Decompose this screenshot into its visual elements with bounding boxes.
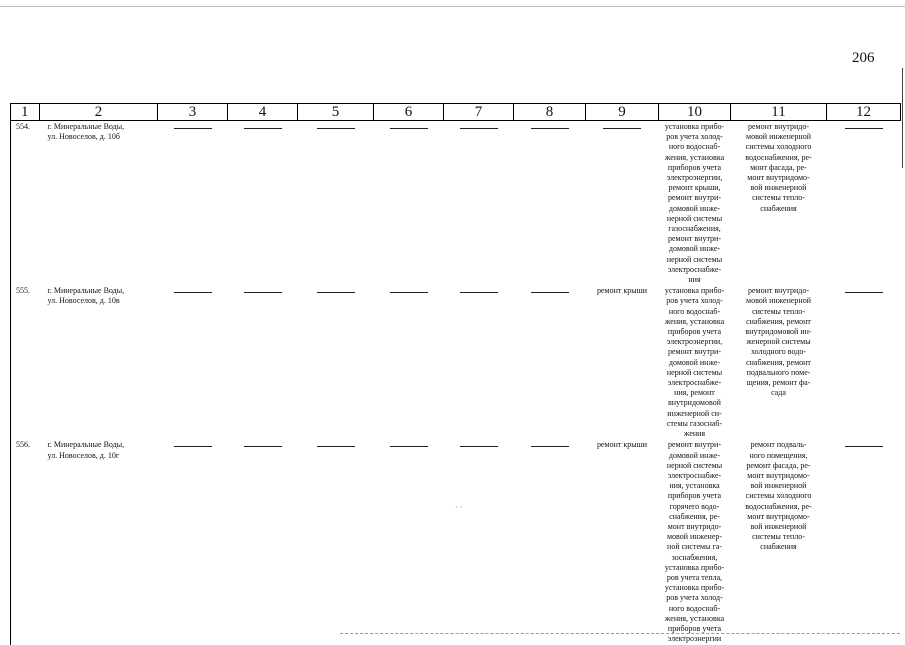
cell-text-line: ремонт внутридо- [747,122,810,131]
cell-text-line: ремонт внутри- [668,193,721,203]
cell-text-line: жения [683,429,706,439]
cell-text-line: домовой инже- [668,203,721,213]
table-row [11,121,901,286]
cell-text-line: водоснабжения, ре- [745,501,812,511]
cell-text-line: ного помещения, [749,450,808,460]
cell-text-line: мовой инженерной [746,132,811,142]
cell-text-line: системы холодного [745,491,812,501]
cell-text-line: установка прибо- [664,286,725,296]
scan-edge-top [0,6,905,7]
cell-text-line: инженерной си- [667,408,722,418]
row-address [40,121,158,286]
cell-text-line: жения, установка [664,152,725,162]
col-header-6: 6 [374,104,444,121]
cell-text-line: сада [771,388,786,398]
works-col9: ремонт крыши [596,286,648,296]
empty-cell-dash [298,439,374,645]
cell-text-line: снабжения, ре- [669,511,720,521]
table-row [11,285,901,439]
cell-text-line: нерной системы [666,213,723,223]
cell-text-line: внутридомовой [668,398,721,408]
cell-text-line: горячего водо- [669,501,720,511]
row-number: 554. [11,121,40,286]
cell-text-line: водоснабжения, ре- [745,152,812,162]
col-header-3: 3 [158,104,228,121]
cell-text-line: приборов учета [667,327,722,337]
empty-cell-dash [444,285,514,439]
cell-text-line: приборов учета [667,162,722,172]
cell-text-line: мовой инженер- [666,532,723,542]
cell-text-line: электроснабже- [667,378,722,388]
cell-text-line: снабжения [760,203,797,213]
empty-cell-dash [514,121,586,286]
cell-text-line: снабжения [760,542,797,552]
col-header-1: 1 [11,104,40,121]
cell-text-line: подвального поме- [746,367,811,377]
register-table [10,103,901,645]
cell-text-line: электроснабже- [667,470,722,480]
cell-text-line: ния [688,275,701,285]
page-number: 206 [852,50,875,66]
empty-cell-dash [158,121,228,286]
header-row [11,104,901,121]
col-header-5: 5 [298,104,374,121]
cell-text-line: системы тепло- [752,532,805,542]
empty-cell-dash [827,439,901,645]
col-header-12: 12 [827,104,901,121]
cell-text-line: ного водоснаб- [668,142,721,152]
cell-text-line: системы тепло- [752,306,805,316]
cell-text-line: ремонт внутридо- [747,286,810,296]
cell-text-line: газоснабжения, [668,224,721,234]
cell-text-line: ров учета холод- [666,132,723,142]
cell-text-line: ния, установка [669,481,720,491]
empty-cell-dash [514,285,586,439]
empty-cell-dash [444,439,514,645]
cell-text-line: ния, ремонт [674,388,715,398]
col-header-4: 4 [228,104,298,121]
cell-text-line: ной системы га- [667,542,722,552]
works-col9: ремонт крыши [596,440,648,450]
works-list-col10 [659,121,731,286]
cell-text-line: монт внутридомо- [747,511,810,521]
cell-text-line: ного водоснаб- [668,306,721,316]
cell-text-line: установка прибо- [664,122,725,131]
cell-text-line: электроэнергии [667,634,722,644]
cell-text-line: монт фасада, ре- [750,162,807,172]
table-row [11,439,901,645]
address-line: г. Минеральные Воды, [47,122,125,131]
cell-text-line: ного водоснаб- [668,603,721,613]
empty-cell-dash [158,439,228,645]
empty-cell-dash [298,121,374,286]
col-header-7: 7 [444,104,514,121]
cell-text-line: электроэнергии, [666,173,723,183]
cell-text-line: ров учета тепла, [666,572,723,582]
empty-cell-dash [228,121,298,286]
cell-text-line: внутридомовой ин- [745,327,812,337]
cell-text-line: приборов учета [667,623,722,633]
cell-text-line: зоснабжения, [671,552,718,562]
cell-text-line: ров учета холод- [666,296,723,306]
empty-cell-dash [158,285,228,439]
cell-text-line: мовой инженерной [746,296,811,306]
cell-text-line: жения, установка [664,316,725,326]
scan-edge-right [902,68,903,168]
cell-text-line: ремонт крыши, [668,183,721,193]
col-header-11: 11 [731,104,827,121]
cell-text-line: домовой инже- [668,357,721,367]
empty-cell-dash [444,121,514,286]
cell-text-line: монт внутридомо- [747,470,810,480]
cell-text-line: холодного водо- [750,347,806,357]
cell-text-line: монт внутридо- [667,521,722,531]
cell-text-line: приборов учета [667,491,722,501]
col-header-10: 10 [659,104,731,121]
address-line: ул. Новоселов, д. 10в [47,296,120,306]
address-line: ул. Новоселов, д. 10г [47,450,120,460]
cell-text-line: электроснабже- [667,264,722,274]
cell-text-line: ремонт фасада, ре- [746,460,811,470]
works-list-col10 [659,285,731,439]
cell-text-line: снабжения, ремонт [746,357,811,367]
col-header-8: 8 [514,104,586,121]
cell-text-line: монт внутридомо- [747,173,810,183]
works-list-col11 [731,121,827,286]
cell-text-line: ремонт внутри- [668,440,721,450]
cell-text-line: электроэнергии, [666,337,723,347]
cell-text-line: женерной системы [746,337,811,347]
cell-text-line: вой инженерной [750,521,807,531]
empty-cell-dash [374,285,444,439]
empty-cell-dash [827,285,901,439]
row-number: 556. [11,439,40,645]
cell-text-line: вой инженерной [750,183,807,193]
scan-edge-bottom [340,633,900,635]
address-line: ул. Новоселов, д. 10б [47,132,120,142]
col-header-9: 9 [586,104,659,121]
empty-cell-dash [228,285,298,439]
cell-text-line: снабжения, ремонт [746,316,811,326]
cell-text-line: ремонт подваль- [750,440,807,450]
cell-text-line: ремонт внутри- [668,347,721,357]
cell-text-line: установка прибо- [664,562,725,572]
row-number: 555. [11,285,40,439]
empty-cell-dash [586,121,659,286]
scan-speck: · · [455,503,463,512]
cell-text-line: ров учета холод- [666,593,723,603]
col-header-2: 2 [40,104,158,121]
address-line: г. Минеральные Воды, [47,286,125,296]
cell-text-line: установка прибо- [664,583,725,593]
cell-text-line: нерной системы [666,460,723,470]
empty-cell-dash [514,439,586,645]
cell-text-line: вой инженерной [750,481,807,491]
empty-cell-dash [374,439,444,645]
cell-text-line: жения, установка [664,613,725,623]
cell-text-line: щения, ремонт фа- [746,378,811,388]
cell-text-line: домовой инже- [668,244,721,254]
works-list-col11 [731,439,827,645]
works-list-col11 [731,285,827,439]
cell-text-line: системы тепло- [752,193,805,203]
cell-text-line: нерной системы [666,254,723,264]
row-address [40,439,158,645]
cell-text-line: домовой инже- [668,450,721,460]
empty-cell-dash [298,285,374,439]
empty-cell-dash [827,121,901,286]
cell-text-line: нерной системы [666,367,723,377]
cell-text-line: системы холодного [745,142,812,152]
row-address [40,285,158,439]
cell-text-line: стемы газоснаб- [666,418,723,428]
address-line: г. Минеральные Воды, [47,440,125,450]
works-list-col10 [659,439,731,645]
empty-cell-dash [228,439,298,645]
cell-text-line: ремонт внутри- [668,234,721,244]
empty-cell-dash [374,121,444,286]
